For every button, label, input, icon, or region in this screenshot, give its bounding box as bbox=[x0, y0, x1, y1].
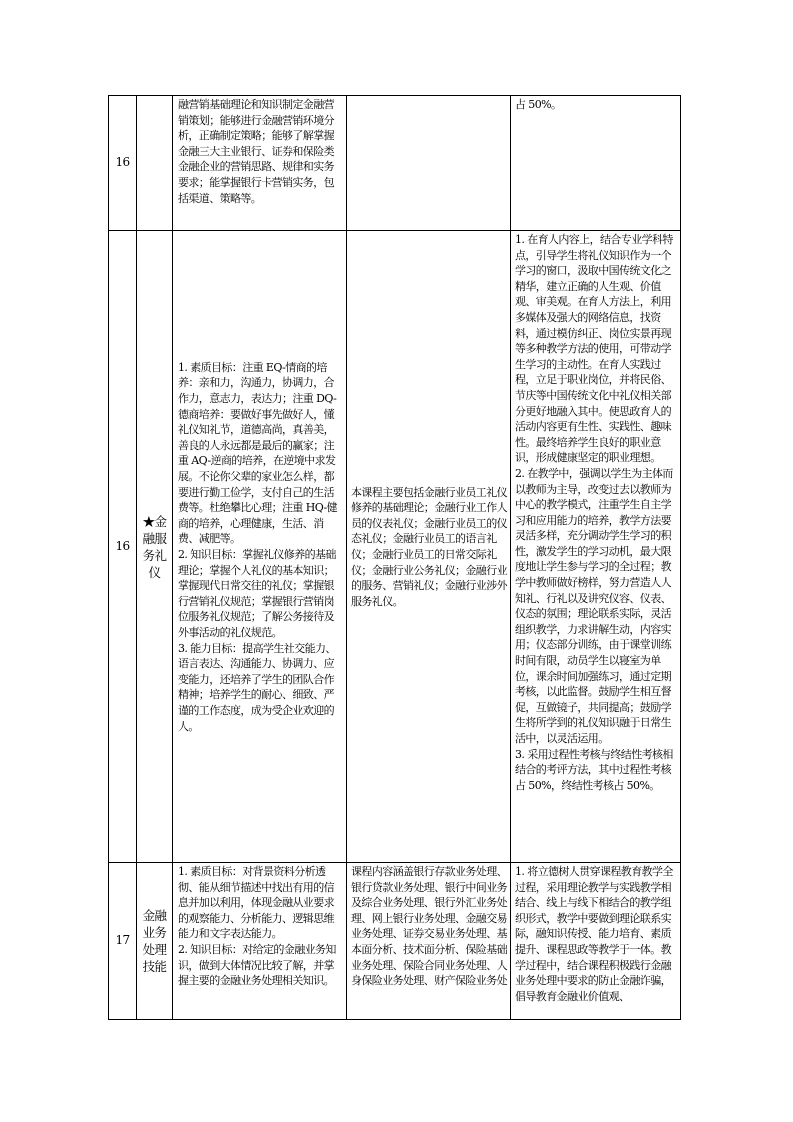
requirement-item: 3. 采用过程性考核与终结性考核相结合的考评方法，其中过程性考核占 50%，终结性考核占 50%。 bbox=[515, 747, 673, 792]
row-number-cell bbox=[109, 231, 137, 863]
row-number: 16 bbox=[115, 538, 130, 553]
course-content: 本课程主要包括金融行业员工礼仪修养的基础理论；金融行业工作人员的仪表礼仪；金融行业员工的仪态礼仪；金融行业员工的语言礼仪；金融行业员工的日常交际礼仪；金融行业公务礼仪；金融行业的服务、营销礼仪；金融行业涉外服务礼仪。 bbox=[351, 485, 507, 608]
course-name-cell bbox=[137, 96, 173, 231]
knowledge-goal: 2. 知识目标：对给定的金融业务知识，做到大体情况比较了解，并掌握主要的金融业务处理相关知识。 bbox=[178, 942, 336, 988]
teaching-requirements-cell bbox=[511, 863, 681, 1020]
course-name: 金融业务处理技能 bbox=[142, 908, 167, 974]
course-goals-cell bbox=[173, 96, 347, 231]
course-content-cell bbox=[347, 863, 511, 1020]
course-goals-cell bbox=[173, 863, 347, 1020]
row-number: 16 bbox=[115, 155, 130, 170]
course-table bbox=[108, 95, 681, 1020]
table-row bbox=[109, 231, 681, 863]
course-name: ★金融服务礼仪 bbox=[142, 513, 167, 580]
ability-goal: 3. 能力目标：提高学生社交能力、语言表达、沟通能力、协调力、应变能力，还培养了学生的团队合作精神；培养学生的耐心、细致、严谨的工作态度，成为受企业欢迎的人。 bbox=[178, 641, 336, 733]
row-number: 17 bbox=[115, 933, 130, 948]
requirement-item: 2. 在教学中，强调以学生为主体而以教师为主导，改变过去以教师为中心的教学模式，注重学生自主学习和应用能力的培养，教学方法要灵活多样，充分调动学生学习的积性，激发学生的学习动机，最大限度地让学生参与学习的全过程；教学中教师做好榜样，努力营造人人知礼、行礼以及讲究仪容、仪表、仪态的氛围；理论联系实际，灵活组织教学，力求讲解生动，内容实用；仪态部分训练，由于课堂训练时间有限，动员学生以寝室为单位，课余时间加强练习，通过定期考核，以此监督。鼓励学生相互督促，互做镜子，共同提高；鼓励学生将所学到的礼仪知识融于日常生活中，以灵活运用。 bbox=[515, 466, 673, 745]
teaching-requirements: 1. 将立德树人贯穿课程教育教学全过程，采用理论教学与实践教学相结合、线上与线下相结合的教学组织形式，教学中要做到理论联系实际，融知识传授、能力培育、素质提升、课程思政等教学于一体。教学过程中，结合课程积极践行金融业务处理中要求的防止金融诈骗，倡导教育金融业价值观、 bbox=[515, 865, 673, 1003]
table-row bbox=[109, 96, 681, 231]
course-name-cell bbox=[137, 231, 173, 863]
quality-goal: 1. 素质目标：对背景资料分析透彻、能从细节描述中找出有用的信息并加以利用，体现金融从业要求的观察能力、分析能力、逻辑思维能力和文字表达能力。 bbox=[178, 865, 334, 941]
quality-goal: 1. 素质目标：注重 EQ-情商的培养：亲和力，沟通力，协调力，合作力，意志力，表达力；注重 DQ-德商培养：要做好事先做好人，懂礼仪知礼节，道德高尚，真善美，善良的人永远都是最后的赢家；注重 AQ-逆商的培养，在逆境中求发展。不论你父辈的家业怎么样，都要进行勤工俭学，支付自己的生活费等。杜绝攀比心理；注重 HQ-健商的培养，心理健康，生活、消费、减肥等。 bbox=[178, 360, 338, 546]
course-content: 课程内容涵盖银行存款业务处理、银行贷款业务处理、银行中间业务及综合业务处理、银行外汇业务处理、网上银行业务处理、金融交易业务处理、证券交易业务处理、基本面分析、技术面分析、保险基础业务处理、保险合同业务处理、人身保险业务处理、财产保险业务处 bbox=[351, 865, 507, 988]
knowledge-goal: 2. 知识目标：掌握礼仪修养的基础理论；掌握个人礼仪的基本知识；掌握现代日常交往的礼仪；掌握银行营销礼仪规范；掌握银行营销岗位服务礼仪规范；了解公务接待及外事活动的礼仪规范。 bbox=[178, 548, 336, 639]
teaching-requirements-cell bbox=[511, 231, 681, 863]
course-content-cell bbox=[347, 96, 511, 231]
teaching-requirements-cell bbox=[511, 96, 681, 231]
requirement-item: 1. 在育人内容上，结合专业学科特点，引导学生将礼仪知识作为一个学习的窗口，汲取中国传统文化之精华，建立正确的人生观、价值观、审美观。在育人方法上，利用多媒体及强大的网络信息，找资料，通过模仿纠正、岗位实景再现等多种教学方法的使用，可带动学生学习的主动性。在育人实践过程，立足于职业岗位，并将民俗、节庆等中国传统文化中礼仪相关部分更好地融入其中。使思政育人的活动内容更有生性、实践性、趣味性。最终培养学生良好的职业意识，形成健康坚定的职业理想。 bbox=[515, 233, 673, 465]
course-goals: 融营销基础理论和知识制定金融营销策划；能够进行金融营销环境分析，正确制定策略；能够了解掌握金融三大主业银行、证券和保险类金融企业的营销思路、规律和实务要求；能掌握银行卡营销实务，包括渠道、策略等。 bbox=[178, 98, 334, 205]
course-content-cell bbox=[347, 231, 511, 863]
table-row bbox=[109, 863, 681, 1020]
course-goals-cell bbox=[173, 231, 347, 863]
teaching-requirements: 占 50%。 bbox=[515, 98, 562, 111]
course-name-cell bbox=[137, 863, 173, 1020]
row-number-cell bbox=[109, 96, 137, 231]
row-number-cell bbox=[109, 863, 137, 1020]
